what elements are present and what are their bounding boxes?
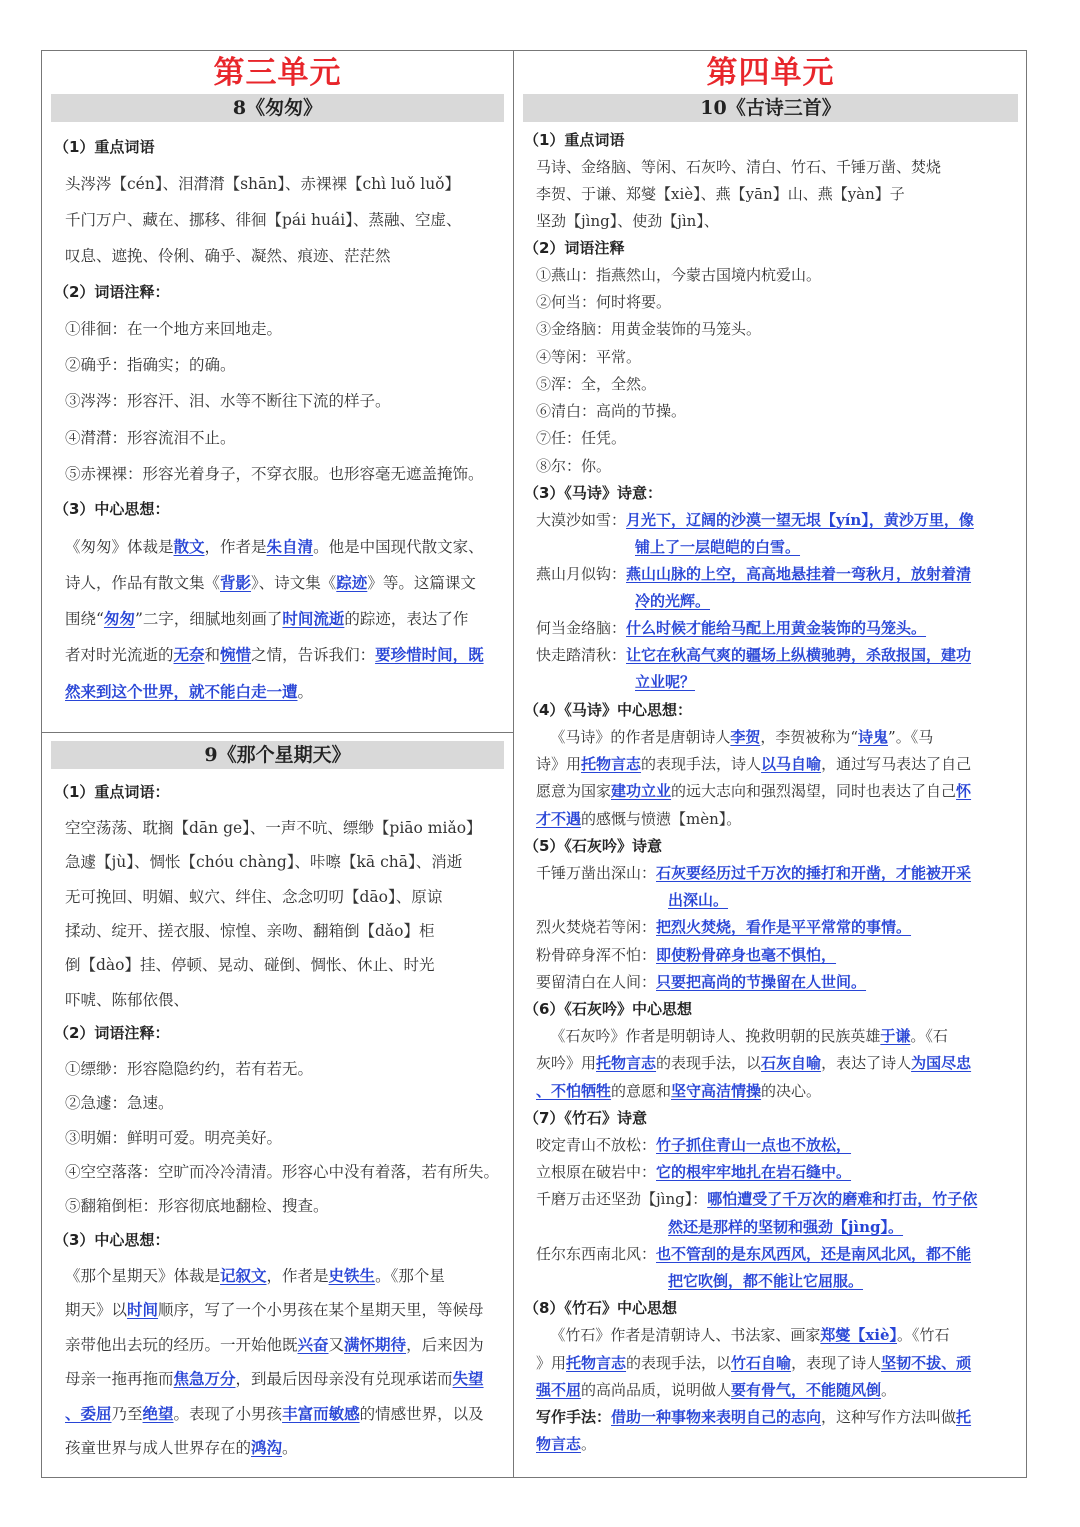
zhushi-meaning-cont: 把它吹倒，都不能让它屈服。 xyxy=(668,1272,864,1290)
shihui-theme-head: （6）《石灰吟》中心思想 xyxy=(524,1000,692,1018)
lesson10-s2-head: （2）词语注释 xyxy=(524,239,625,257)
lesson9-heading: 9《那个星期天》 xyxy=(51,741,504,769)
lesson8-heading: 8《匆匆》 xyxy=(51,94,504,122)
lesson10-heading: 10《古诗三首》 xyxy=(523,94,1018,122)
mashi-meaning-cont: 冷的光辉。 xyxy=(635,592,711,610)
shihui-verse: 要留清白在人间：只要把高尚的节操留在人世间。 xyxy=(536,973,867,991)
lesson8-word-line: 千门万户、藏在、挪移、徘徊【pái huái】、蒸融、空虚、 xyxy=(65,211,462,229)
lesson9-note: ⑤翻箱倒柜：形容彻底地翻检、搜查。 xyxy=(65,1197,329,1215)
mashi-verse: 快走踏清秋：让它在秋高气爽的疆场上纵横驰骋，杀敌报国，建功 xyxy=(536,646,972,664)
lesson10-word-line: 坚劲【jìng】、使劲【jìn】、 xyxy=(536,212,719,230)
zhushi-verse: 立根原在破岩中：它的根牢牢地扎在岩石缝中。 xyxy=(536,1163,852,1181)
mashi-meaning-head: （3）《马诗》诗意： xyxy=(524,484,662,502)
lesson9-word-line: 吓唬、陈郁依偎、 xyxy=(65,991,190,1009)
lesson9-s2-head: （2）词语注释： xyxy=(54,1024,170,1042)
lesson10-note: ⑤浑：全，全然。 xyxy=(536,375,657,393)
lesson10-note: ⑧尔：你。 xyxy=(536,457,612,475)
shihui-theme-line: 灰吟》用托物言志的表现手法，以石灰自喻，表达了诗人为国尽忠 xyxy=(536,1054,972,1072)
mashi-verse: 大漠沙如雪：月光下，辽阔的沙漠一望无垠【yín】，黄沙万里，像 xyxy=(536,511,974,529)
lesson8-word-line: 头涔涔【cén】、泪潸潸【shān】、赤裸裸【chì luǒ luǒ】 xyxy=(65,175,461,193)
lesson8-note: ⑤赤裸裸：形容光着身子，不穿衣服。也形容毫无遮盖掩饰。 xyxy=(65,465,484,483)
shihui-verse: 千锤万凿出深山：石灰要经历过千万次的捶打和开凿，才能被开采 xyxy=(536,864,972,882)
lesson9-s1-head: （1）重点词语： xyxy=(54,783,170,801)
lesson9-theme-line: 、委屈乃至绝望。表现了小男孩丰富而敏感的情感世界，以及 xyxy=(65,1404,484,1423)
lesson10-word-line: 马诗、金络脑、等闲、石灰吟、清白、竹石、千锤万凿、焚烧 xyxy=(536,158,942,176)
mashi-meaning-cont: 立业呢？ xyxy=(635,673,696,691)
lesson9-theme-line: 亲带他出去玩的经历。一开始他既兴奋又满怀期待，后来因为 xyxy=(65,1335,484,1354)
lesson10-note: ③金络脑：用黄金装饰的马笼头。 xyxy=(536,320,762,338)
lesson8-note: ③涔涔：形容汗、泪、水等不断往下流的样子。 xyxy=(65,392,391,410)
shihui-verse: 烈火焚烧若等闲：把烈火焚烧，看作是平平常常的事情。 xyxy=(536,918,912,936)
zhushi-theme-line: 》用托物言志的表现手法，以竹石自喻，表现了诗人坚韧不拔、顽 xyxy=(536,1354,972,1372)
lesson8-note: ①徘徊：在一个地方来回地走。 xyxy=(65,320,283,338)
lesson10-note: ④等闲：平常。 xyxy=(536,348,642,366)
lesson10-note: ⑥清白：高尚的节操。 xyxy=(536,402,687,420)
mashi-theme-line: 诗》用托物言志的表现手法，诗人以马自喻，通过写马表达了自己 xyxy=(536,755,972,773)
lesson10-word-line: 李贺、于谦、郑燮【xiè】、燕【yān】山、燕【yàn】子 xyxy=(536,185,905,203)
mashi-theme-line: 《马诗》的作者是唐朝诗人李贺，李贺被称为“诗鬼”。《马 xyxy=(550,728,934,746)
mashi-meaning-cont: 铺上了一层皑皑的白雪。 xyxy=(635,538,801,556)
lesson8-theme-line: 《匆匆》体裁是散文，作者是朱自清。他是中国现代散文家、 xyxy=(65,537,484,556)
lesson8-s2-head: （2）词语注释： xyxy=(54,283,170,301)
lesson8-s3-head: （3）中心思想： xyxy=(54,500,170,518)
shihui-meaning-cont: 出深山。 xyxy=(668,891,729,909)
zhushi-verse: 千磨万击还坚劲【jìng】：哪怕遭受了千万次的磨难和打击，竹子依 xyxy=(536,1190,978,1208)
writing-technique-line: 物言志。 xyxy=(536,1435,597,1453)
lesson8-note: ④潸潸：形容流泪不止。 xyxy=(65,429,236,447)
lesson9-note: ③明媚：鲜明可爱。明亮美好。 xyxy=(65,1129,283,1147)
zhushi-theme-head: （8）《竹石》中心思想 xyxy=(524,1299,677,1317)
mashi-theme-line: 才不遇的感慨与愤懑【mèn】。 xyxy=(536,810,742,828)
lesson-divider xyxy=(41,732,514,733)
writing-technique-line: 写作手法：借助一种事物来表明自己的志向，这种写作方法叫做托 xyxy=(536,1408,972,1426)
zhushi-verse: 任尔东西南北风：也不管刮的是东风西风，还是南风北风，都不能 xyxy=(536,1245,972,1263)
lesson10-note: ⑦任：任凭。 xyxy=(536,429,627,447)
lesson9-note: ①缥缈：形容隐隐约约，若有若无。 xyxy=(65,1060,314,1078)
shihui-verse: 粉骨碎身浑不怕：即使粉骨碎身也毫不惧怕， xyxy=(536,946,837,964)
lesson9-word-line: 急遽【jù】、惆怅【chóu chàng】、咔嚓【kā chā】、消逝 xyxy=(65,853,463,871)
lesson10-note: ②何当：何时将要。 xyxy=(536,293,672,311)
zhushi-verse: 咬定青山不放松：竹子抓住青山一点也不放松， xyxy=(536,1136,852,1154)
lesson8-theme-line: 围绕“匆匆”二字，细腻地刻画了时间流逝的踪迹，表达了作 xyxy=(65,609,469,628)
unit4-title: 第四单元 xyxy=(706,55,835,91)
lesson9-note: ②急遽：急速。 xyxy=(65,1094,174,1112)
lesson9-theme-line: 孩童世界与成人世界存在的鸿沟。 xyxy=(65,1438,298,1457)
lesson8-theme-line: 诗人，作品有散文集《背影》、诗文集《踪迹》等。这篇课文 xyxy=(65,573,476,592)
lesson9-word-line: 空空荡荡、耽搁【dān ge】、一声不吭、缥缈【piāo miǎo】 xyxy=(65,819,482,837)
mashi-theme-head: （4）《马诗》中心思想： xyxy=(524,701,692,719)
lesson8-theme-line: 者对时光流逝的无奈和惋惜之情，告诉我们：要珍惜时间，既 xyxy=(65,645,484,664)
lesson9-word-line: 无可挽回、明媚、蚁穴、绊住、念念叨叨【dāo】、原谅 xyxy=(65,888,443,906)
mashi-verse: 燕山月似钩：燕山山脉的上空，高高地悬挂着一弯秋月，放射着清 xyxy=(536,565,972,583)
shihui-theme-line: 《石灰吟》作者是明朝诗人、挽救明朝的民族英雄于谦。《石 xyxy=(550,1027,948,1045)
lesson8-theme-line: 然来到这个世界，就不能白走一遭。 xyxy=(65,682,314,701)
lesson8-word-line: 叹息、遮挽、伶俐、确乎、凝然、痕迹、茫茫然 xyxy=(65,247,391,265)
column-divider xyxy=(513,50,514,1478)
mashi-verse: 何当金络脑：什么时候才能给马配上用黄金装饰的马笼头。 xyxy=(536,619,927,637)
lesson10-s1-head: （1）重点词语 xyxy=(524,131,625,149)
lesson9-word-line: 倒【dào】挂、停顿、晃动、碰倒、惆怅、休止、时光 xyxy=(65,956,435,974)
lesson9-s3-head: （3）中心思想： xyxy=(54,1231,170,1249)
lesson9-theme-line: 《那个星期天》体裁是记叙文，作者是史铁生。《那个星 xyxy=(65,1266,445,1285)
lesson9-word-line: 揉动、绽开、搓衣服、惊惶、亲吻、翻箱倒【dǎo】柜 xyxy=(65,922,435,940)
mashi-theme-line: 愿意为国家建功立业的远大志向和强烈渴望，同时也表达了自己怀 xyxy=(536,782,972,800)
unit3-title: 第三单元 xyxy=(213,55,342,91)
zhushi-theme-line: 《竹石》作者是清朝诗人、书法家、画家郑燮【xiè】。《竹石 xyxy=(550,1326,950,1344)
lesson9-theme-line: 期天》以时间顺序，写了一个小男孩在某个星期天里，等候母 xyxy=(65,1300,484,1319)
zhushi-meaning-head: （7）《竹石》诗意 xyxy=(524,1109,647,1127)
lesson9-note: ④空空落落：空旷而冷冷清清。形容心中没有着落，若有所失。 xyxy=(65,1163,500,1181)
lesson9-theme-line: 母亲一拖再拖而焦急万分，到最后因母亲没有兑现承诺而失望 xyxy=(65,1369,484,1388)
shihui-theme-line: 、不怕牺牲的意愿和坚守高洁情操的决心。 xyxy=(536,1082,822,1100)
zhushi-meaning-cont: 然还是那样的坚韧和强劲【jìng】。 xyxy=(668,1218,904,1236)
lesson10-note: ①燕山：指燕然山，今蒙古国境内杭爱山。 xyxy=(536,266,822,284)
lesson8-note: ②确乎：指确实；的确。 xyxy=(65,356,236,374)
lesson8-s1-head: （1）重点词语 xyxy=(54,138,155,156)
zhushi-theme-line: 强不屈的高尚品质，说明做人要有骨气，不能随风倒。 xyxy=(536,1381,897,1399)
shihui-meaning-head: （5）《石灰吟》诗意 xyxy=(524,837,662,855)
